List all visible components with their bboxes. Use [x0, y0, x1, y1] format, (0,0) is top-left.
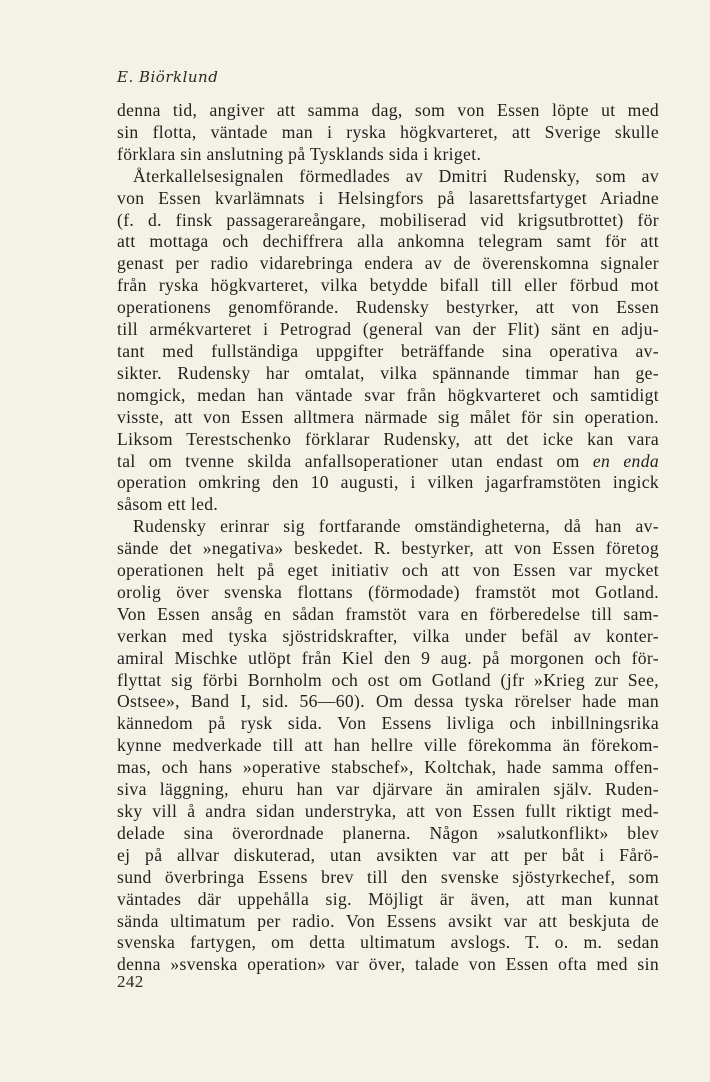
text-line: väntades där uppehålla sig. Möjligt är även, att man kunnat	[117, 888, 659, 909]
text-line: sky vill å andra sidan understryka, att von Essen fullt riktigt med-	[117, 801, 659, 821]
body-text	[117, 100, 659, 976]
text-line: delade sina överordnade planerna. Någon »salutkonflikt» blev	[117, 822, 659, 843]
text-line: visste, att von Essen alltmera närmade sig målet för sin operation.	[117, 406, 659, 427]
text-line: genast per radio vidarebringa endera av de överenskomna signaler	[117, 253, 659, 274]
text-line: kännedom på rysk sida. Von Essens livliga och inbillningsrika	[117, 713, 659, 734]
text-line: ej på allvar diskuterad, utan avsikten var att per båt i Fårö-	[117, 844, 659, 865]
emphasis-italic: en enda	[592, 450, 659, 471]
text-line: operation omkring den 10 augusti, i vilken jagarframstöten ingick	[117, 472, 659, 493]
text-line: kynne medverkade till att han hellre ville förekomma än förekom-	[117, 735, 659, 756]
text-line: operationen helt på eget initiativ och att von Essen var mycket	[117, 560, 659, 581]
text-line: sikter. Rudensky har omtalat, vilka spännande timmar han ge-	[117, 362, 659, 383]
text-line: mas, och hans »operative stabschef», Koltchak, hade samma offen-	[117, 757, 659, 778]
text-line: operationens genomförande. Rudensky bestyrker, att von Essen	[117, 297, 659, 318]
paragraph-1	[117, 100, 659, 166]
text-line: tant med fullständiga uppgifter beträffande sina operativa av-	[117, 340, 659, 361]
text-line: förklara sin anslutning på Tysklands sida i kriget.	[117, 143, 482, 164]
text-line: sände det »negativa» beskedet. R. bestyrker, att von Essen företog	[117, 538, 659, 559]
text-line: denna tid, angiver att samma dag, som von Essen löpte ut med	[117, 100, 659, 120]
page-number: 242	[117, 972, 144, 991]
text-line: Liksom Terestschenko förklarar Rudensky, att det icke kan vara	[117, 428, 659, 449]
text-line: Rudensky erinrar sig fortfarande omständigheterna, då han av-	[133, 516, 659, 537]
text-line: sin flotta, väntade man i ryska högkvarteret, att Sverige skulle	[117, 121, 659, 142]
text-line: amiral Mischke utlöpt från Kiel den 9 aug. på morgonen och för-	[117, 647, 659, 668]
paragraph-2	[117, 166, 659, 517]
text-line: denna »svenska operation» var över, talade von Essen ofta med sin	[117, 954, 659, 975]
text-line: såsom ett led.	[117, 494, 219, 515]
text-line: Von Essen ansåg en sådan framstöt vara en förberedelse till sam-	[117, 603, 659, 624]
text-line: von Essen kvarlämnats i Helsingfors på lasarettsfartyget Ariadne	[117, 187, 659, 208]
running-head: E. Biörklund	[117, 68, 219, 86]
emphasis-before: tal om tvenne skilda anfallsoperationer utan endast om	[117, 450, 593, 471]
text-line: att mottaga och dechiffrera alla ankomna telegram samt för att	[117, 231, 659, 252]
text-line: orolig över svenska flottans (förmodade) framstöt mot Gotland.	[117, 581, 659, 602]
text-line: nomgick, medan han väntade svar från högkvarteret och samtidigt	[117, 384, 659, 405]
text-line: siva läggning, ehuru han var djärvare än amiralen själv. Ruden-	[117, 779, 659, 800]
text-line: Ostsee», Band I, sid. 56—60). Om dessa tyska rörelser hade man	[117, 691, 659, 712]
text-line: verkan med tyska sjöstridskrafter, vilka under befäl av konter-	[117, 625, 659, 646]
text-line: från ryska högkvarteret, vilka betydde bifall till eller förbud mot	[117, 275, 659, 296]
text-line: flyttat sig förbi Bornholm och ost om Gotland (jfr »Krieg zur See,	[117, 669, 659, 690]
text-line: Återkallelsesignalen förmedlades av Dmitri Rudensky, som av	[133, 165, 659, 186]
text-line: (f. d. finsk passagerareångare, mobiliserad vid krigsutbrottet) för	[117, 209, 659, 230]
paragraph-3	[117, 516, 659, 976]
text-line-emphasis	[117, 451, 659, 473]
text-line: sända ultimatum per radio. Von Essens avsikt var att beskjuta de	[117, 910, 659, 931]
text-line: svenska fartygen, om detta ultimatum avslogs. T. o. m. sedan	[117, 932, 659, 953]
text-line: till armékvarteret i Petrograd (general van der Flit) sänt en adju-	[117, 319, 659, 340]
text-line: sund överbringa Essens brev till den svenske sjöstyrkechef, som	[117, 866, 659, 887]
